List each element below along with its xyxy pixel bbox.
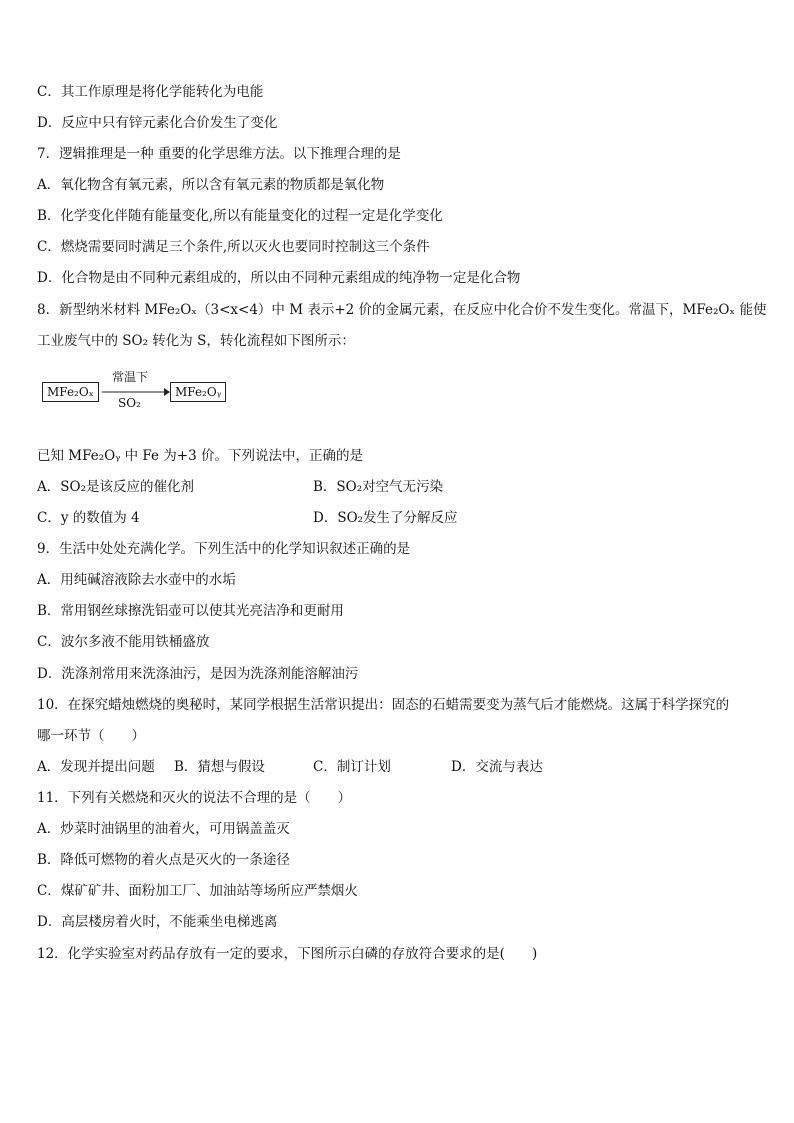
question-9-option-b: B．常用钢丝球擦洗铝壶可以使其光亮洁净和更耐用: [37, 603, 344, 619]
question-9-option-a: A．用纯碱溶液除去水壶中的水垢: [37, 572, 236, 588]
question-12-stem: 12．化学实验室对药品存放有一定的要求，下图所示白磷的存放符合要求的是( ): [37, 946, 538, 962]
flow-start-box: MFe₂Oₓ: [42, 382, 99, 402]
question-9-option-d: D．洗涤剂常用来洗涤油污，是因为洗涤剂能溶解油污: [37, 666, 359, 682]
question-8-given: 已知 MFe₂Oᵧ 中 Fe 为+3 价。下列说法中，正确的是: [37, 448, 363, 464]
conversion-flow-diagram: [42, 370, 242, 410]
question-7-option-a: A．氧化物含有氧元素，所以含有氧元素的物质都是氧化物: [37, 177, 385, 193]
flow-arrow-icon: [102, 388, 170, 396]
question-8-stem-line-1: 8．新型纳米材料 MFe₂Oₓ（3<x<4）中 M 表示+2 价的金属元素，在反应中化合价不发生变化。常温下，MFe₂Oₓ 能使: [37, 302, 767, 318]
question-10-option-d: D．交流与表达: [451, 759, 543, 775]
question-11-option-c: C．煤矿矿井、面粉加工厂、加油站等场所应严禁烟火: [37, 883, 358, 899]
question-11-option-b: B．降低可燃物的着火点是灭火的一条途径: [37, 852, 290, 868]
question-11-option-d: D．高层楼房着火时，不能乘坐电梯逃离: [37, 914, 278, 930]
question-10-option-b: B．猜想与假设: [174, 759, 265, 775]
question-10-option-c: C．制订计划: [313, 759, 391, 775]
question-8-option-d: D．SO₂发生了分解反应: [313, 510, 458, 526]
flow-condition-bottom: SO₂: [118, 396, 141, 410]
question-11-option-a: A．炒菜时油锅里的油着火，可用锅盖盖灭: [37, 821, 290, 837]
question-6-option-c: C．其工作原理是将化学能转化为电能: [37, 84, 264, 100]
question-8-option-a: A．SO₂是该反应的催化剂: [37, 479, 194, 495]
question-9-stem: 9．生活中处处充满化学。下列生活中的化学知识叙述正确的是: [37, 541, 411, 557]
flow-end-box: MFe₂Oᵧ: [170, 382, 226, 402]
question-9-option-c: C．波尔多液不能用铁桶盛放: [37, 634, 210, 650]
question-11-stem: 11．下列有关燃烧和灭火的说法不合理的是（ ）: [37, 790, 352, 806]
question-7-option-b: B．化学变化伴随有能量变化,所以有能量变化的过程一定是化学变化: [37, 208, 443, 224]
question-7-option-c: C．燃烧需要同时满足三个条件,所以灭火也要同时控制这三个条件: [37, 239, 430, 255]
question-7-stem: 7．逻辑推理是一种 重要的化学思维方法。以下推理合理的是: [37, 146, 401, 162]
question-7-option-d: D．化合物是由不同种元素组成的，所以由不同种元素组成的纯净物一定是化合物: [37, 270, 521, 286]
question-10-stem-line-2: 哪一环节（ ）: [37, 728, 145, 744]
question-10-stem-line-1: 10．在探究蜡烛燃烧的奥秘时，某同学根据生活常识提出：固态的石蜡需要变为蒸气后才能燃烧。这属于科学探究的: [37, 697, 730, 713]
question-8-option-b: B．SO₂对空气无污染: [313, 479, 444, 495]
question-6-option-d: D．反应中只有锌元素化合价发生了变化: [37, 115, 278, 131]
question-8-stem-line-2: 工业废气中的 SO₂ 转化为 S，转化流程如下图所示：: [37, 333, 355, 349]
question-10-option-a: A．发现并提出问题: [37, 759, 155, 775]
flow-condition-top: 常温下: [112, 370, 149, 384]
question-8-option-c: C．y 的数值为 4: [37, 510, 140, 526]
